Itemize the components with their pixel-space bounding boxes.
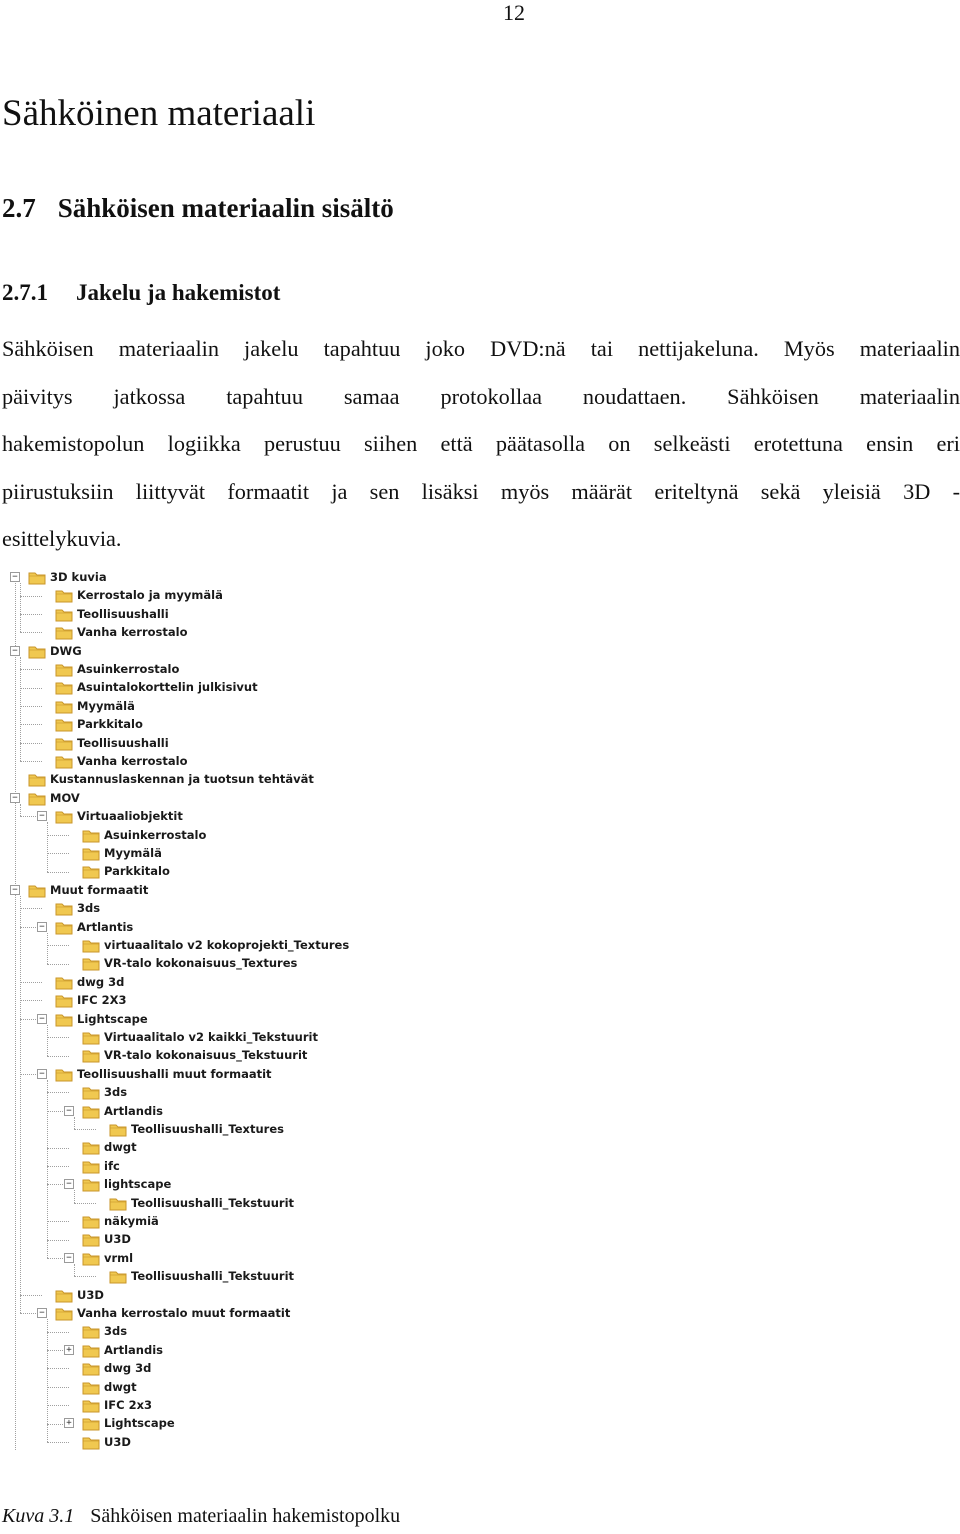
tree-item[interactable] xyxy=(28,642,82,660)
tree-guide-line xyxy=(47,945,69,946)
tree-item-label: dwg 3d xyxy=(104,1361,152,1376)
tree-guide-line xyxy=(20,688,42,689)
collapse-icon[interactable]: − xyxy=(64,1106,74,1116)
tree-item-label: Asuintalokorttelin julkisivut xyxy=(77,680,258,695)
tree-item[interactable] xyxy=(28,789,80,807)
expand-icon[interactable]: + xyxy=(64,1418,74,1428)
tree-item[interactable] xyxy=(109,1120,284,1138)
tree-item[interactable] xyxy=(82,1341,163,1359)
tree-guide-line xyxy=(47,1442,69,1443)
folder-icon xyxy=(82,846,100,860)
tree-item-label: Artlandis xyxy=(104,1103,163,1118)
subsection-number: 2.7.1 xyxy=(2,280,48,305)
tree-item[interactable] xyxy=(55,678,258,696)
tree-guide-line xyxy=(20,657,21,761)
tree-item-label: 3D kuvia xyxy=(50,570,107,584)
tree-item-label: vrml xyxy=(104,1250,134,1265)
tree-guide-line xyxy=(20,724,42,725)
paragraph-line: hakemistopolun logiikka perustuu siihen että päätasolla on selkeästi erotettuna ensin eri xyxy=(2,431,960,456)
collapse-icon[interactable]: − xyxy=(10,572,20,582)
tree-guide-line xyxy=(20,614,42,615)
tree-guide-line xyxy=(20,982,42,983)
tree-item[interactable] xyxy=(55,899,100,917)
folder-icon xyxy=(55,975,73,989)
tree-guide-line xyxy=(20,1295,42,1296)
tree-item[interactable] xyxy=(28,770,314,788)
tree-item[interactable] xyxy=(55,1065,272,1083)
folder-icon xyxy=(55,680,73,694)
tree-guide-line xyxy=(47,1221,69,1222)
tree-item-label: DWG xyxy=(50,643,82,658)
folder-icon xyxy=(82,1251,100,1265)
subsection-title: Jakelu ja hakemistot xyxy=(76,280,281,305)
tree-guide-line xyxy=(47,1092,69,1093)
tree-item[interactable] xyxy=(82,1212,159,1230)
folder-icon xyxy=(28,644,46,658)
folder-icon xyxy=(28,883,46,897)
tree-item[interactable] xyxy=(82,1414,175,1432)
tree-guide-line xyxy=(47,835,69,836)
tree-guide-line xyxy=(47,872,69,873)
expand-icon[interactable]: + xyxy=(64,1345,74,1355)
tree-item[interactable] xyxy=(82,1378,137,1396)
tree-guide-line xyxy=(15,577,16,1450)
tree-item-label: Teollisuushalli xyxy=(77,606,169,621)
folder-icon xyxy=(55,1288,73,1302)
folder-icon xyxy=(82,1361,100,1375)
tree-item-label: Teollisuushalli muut formaatit xyxy=(77,1066,272,1081)
folder-icon xyxy=(82,1416,100,1430)
body-paragraph xyxy=(2,325,960,563)
folder-icon xyxy=(55,717,73,731)
tree-item[interactable] xyxy=(55,734,169,752)
tree-guide-line xyxy=(20,706,42,707)
collapse-icon[interactable]: − xyxy=(64,1179,74,1189)
collapse-icon[interactable]: − xyxy=(10,793,20,803)
tree-item[interactable] xyxy=(28,881,148,899)
tree-item[interactable] xyxy=(82,862,170,880)
tree-item[interactable] xyxy=(109,1194,294,1212)
folder-icon xyxy=(82,1030,100,1044)
tree-item-label: U3D xyxy=(77,1287,104,1302)
tree-item[interactable] xyxy=(55,697,135,715)
tree-item-label: Teollisuushalli_Tekstuurit xyxy=(131,1269,295,1284)
tree-item-label: 3ds xyxy=(104,1324,128,1339)
folder-tree-screenshot xyxy=(6,567,452,1451)
tree-guide-line xyxy=(20,583,21,632)
tree-guide-line xyxy=(74,1129,96,1130)
tree-item-label: U3D xyxy=(104,1434,131,1449)
folder-icon xyxy=(109,1122,127,1136)
folder-icon xyxy=(55,699,73,713)
tree-guide-line xyxy=(20,1000,42,1001)
collapse-icon[interactable]: − xyxy=(37,922,47,932)
tree-item-label: IFC 2x3 xyxy=(104,1398,152,1412)
tree-item[interactable] xyxy=(55,807,183,825)
collapse-icon[interactable]: − xyxy=(10,646,20,656)
tree-item[interactable] xyxy=(82,1230,131,1248)
collapse-icon[interactable]: − xyxy=(37,811,47,821)
folder-icon xyxy=(82,1398,100,1412)
tree-guide-line xyxy=(47,1240,69,1241)
tree-item[interactable] xyxy=(82,954,297,972)
tree-item[interactable] xyxy=(82,1046,307,1064)
tree-guide-line xyxy=(47,1025,48,1056)
tree-guide-line xyxy=(47,1332,69,1333)
folder-icon xyxy=(109,1196,127,1210)
tree-item-label: Artlandis xyxy=(104,1342,163,1357)
caption-text: Sähköisen materiaalin hakemistopolku xyxy=(90,1505,401,1527)
tree-item-label: Virtuaaliobjektit xyxy=(77,809,183,824)
tree-item-label: Teollisuushalli_Textures xyxy=(131,1122,284,1136)
folder-icon xyxy=(82,938,100,952)
tree-item-label: näkymiä xyxy=(104,1214,159,1228)
tree-item-label: ifc xyxy=(104,1158,120,1173)
tree-item-label: Lightscape xyxy=(77,1011,148,1026)
tree-guide-line xyxy=(47,1387,69,1388)
tree-item-label: Parkkitalo xyxy=(77,717,143,732)
folder-icon xyxy=(55,809,73,823)
tree-item[interactable] xyxy=(55,752,188,770)
tree-guide-line xyxy=(47,822,48,871)
tree-item-label: Parkkitalo xyxy=(104,864,170,879)
folder-icon xyxy=(109,1269,127,1283)
tree-item[interactable] xyxy=(82,1322,127,1340)
folder-icon xyxy=(55,920,73,934)
tree-item[interactable] xyxy=(82,1157,120,1175)
folder-icon xyxy=(82,864,100,878)
tree-item-label: Teollisuushalli xyxy=(77,735,169,750)
tree-item-label: VR-talo kokonaisuus_Tekstuurit xyxy=(104,1048,308,1063)
tree-item-label: MOV xyxy=(50,790,80,805)
folder-icon xyxy=(82,1177,100,1191)
tree-item-label: Myymälä xyxy=(104,846,162,860)
folder-icon xyxy=(82,1214,100,1228)
tree-item-label: Muut formaatit xyxy=(50,882,149,897)
caption-label: Kuva 3.1 xyxy=(2,1505,75,1527)
tree-item[interactable] xyxy=(55,660,179,678)
tree-item-label: Virtuaalitalo v2 kaikki_Tekstuurit xyxy=(104,1030,318,1044)
tree-guide-line xyxy=(20,896,21,1313)
tree-item-label: Asuinkerrostalo xyxy=(104,827,207,842)
tree-item[interactable] xyxy=(55,918,133,936)
tree-guide-line xyxy=(20,761,42,762)
collapse-icon[interactable]: − xyxy=(37,1014,47,1024)
folder-icon xyxy=(28,772,46,786)
tree-guide-line xyxy=(47,1405,69,1406)
tree-guide-line xyxy=(20,596,42,597)
folder-icon xyxy=(82,1435,100,1449)
folder-icon xyxy=(82,1104,100,1118)
folder-icon xyxy=(82,1159,100,1173)
tree-item[interactable] xyxy=(82,826,206,844)
tree-item-label: dwg 3d xyxy=(77,974,125,989)
tree-guide-line xyxy=(47,853,69,854)
tree-item[interactable] xyxy=(82,1102,163,1120)
tree-item[interactable] xyxy=(55,1010,148,1028)
section-title: Sähköisen materiaalin sisältö xyxy=(57,193,394,223)
tree-item[interactable] xyxy=(82,1083,127,1101)
folder-icon xyxy=(55,1306,73,1320)
folder-icon xyxy=(55,901,73,915)
folder-icon xyxy=(55,993,73,1007)
tree-item-label: Vanha kerrostalo muut formaatit xyxy=(77,1306,291,1320)
tree-item-label: virtuaalitalo v2 kokoprojekti_Textures xyxy=(104,938,350,952)
paragraph-line: piirustuksiin liittyvät formaatit ja sen lisäksi myös määrät eriteltynä sekä yleisiä 3D - xyxy=(2,478,960,504)
tree-item[interactable] xyxy=(82,1028,318,1046)
tree-item-label: dwgt xyxy=(104,1140,137,1155)
tree-guide-line xyxy=(47,1368,69,1369)
tree-guide-line xyxy=(47,933,48,964)
tree-item[interactable] xyxy=(109,1267,294,1285)
tree-item-label: Teollisuushalli_Tekstuurit xyxy=(131,1195,295,1210)
section-number: 2.7 xyxy=(2,193,36,223)
tree-item[interactable] xyxy=(55,973,124,991)
tree-item-label: Vanha kerrostalo xyxy=(77,754,188,768)
paragraph-line: esittelykuvia. xyxy=(2,526,122,551)
tree-item-label: 3ds xyxy=(104,1085,128,1100)
tree-item-label: Kerrostalo ja myymälä xyxy=(77,588,223,603)
tree-item-label: 3ds xyxy=(77,901,101,916)
tree-item[interactable] xyxy=(82,1359,151,1377)
tree-guide-line xyxy=(47,1080,48,1258)
collapse-icon[interactable]: − xyxy=(37,1308,47,1318)
tree-item[interactable] xyxy=(55,623,188,641)
tree-guide-line xyxy=(47,1166,69,1167)
tree-item-label: Asuinkerrostalo xyxy=(77,662,180,676)
tree-item[interactable] xyxy=(55,586,223,604)
tree-item-label: Lightscape xyxy=(104,1416,175,1431)
subsection-heading xyxy=(2,280,280,306)
tree-item-label: Artlantis xyxy=(77,919,134,934)
tree-guide-line xyxy=(47,1056,69,1057)
tree-guide-line xyxy=(20,669,42,670)
tree-guide-line xyxy=(47,1148,69,1149)
tree-guide-line xyxy=(20,632,42,633)
folder-icon xyxy=(55,607,73,621)
tree-item-label: IFC 2X3 xyxy=(77,993,127,1008)
folder-icon xyxy=(82,1048,100,1062)
page-title: Sähköinen materiaali xyxy=(2,93,316,134)
folder-icon xyxy=(82,828,100,842)
folder-icon xyxy=(55,1012,73,1026)
tree-item[interactable] xyxy=(55,1304,290,1322)
tree-guide-line xyxy=(20,743,42,744)
tree-item[interactable] xyxy=(82,844,162,862)
tree-item[interactable] xyxy=(82,1138,137,1156)
tree-guide-line xyxy=(74,1264,75,1276)
tree-item-label: Vanha kerrostalo xyxy=(77,625,188,640)
tree-guide-line xyxy=(20,908,42,909)
collapse-icon[interactable]: − xyxy=(37,1069,47,1079)
tree-guide-line xyxy=(20,804,21,816)
tree-item[interactable] xyxy=(55,715,143,733)
tree-guide-line xyxy=(74,1203,96,1204)
folder-icon xyxy=(55,754,73,768)
folder-icon xyxy=(82,1232,100,1246)
tree-item[interactable] xyxy=(82,1175,171,1193)
folder-icon xyxy=(82,1140,100,1154)
collapse-icon[interactable]: − xyxy=(64,1253,74,1263)
tree-item[interactable] xyxy=(55,605,169,623)
folder-icon xyxy=(82,1380,100,1394)
figure-caption xyxy=(2,1505,400,1528)
tree-guide-line xyxy=(47,1037,69,1038)
folder-icon xyxy=(82,1085,100,1099)
tree-guide-line xyxy=(74,1190,75,1202)
tree-item-label: Kustannuslaskennan ja tuotsun tehtävät xyxy=(50,772,314,787)
tree-item[interactable] xyxy=(55,1286,104,1304)
paragraph-line: päivitys jatkossa tapahtuu samaa protokollaa noudattaen. Sähköisen materiaalin xyxy=(2,383,960,409)
section-heading xyxy=(2,193,394,224)
folder-icon xyxy=(55,1067,73,1081)
folder-icon xyxy=(82,1324,100,1338)
page-number: 12 xyxy=(503,0,525,25)
tree-item-label: lightscape xyxy=(104,1177,172,1192)
tree-item-label: dwgt xyxy=(104,1379,137,1394)
tree-item[interactable] xyxy=(55,991,126,1009)
folder-icon xyxy=(55,588,73,602)
tree-item-label: U3D xyxy=(104,1232,131,1247)
folder-icon xyxy=(82,956,100,970)
tree-item[interactable] xyxy=(82,1249,133,1267)
tree-item[interactable] xyxy=(28,568,107,586)
collapse-icon[interactable]: − xyxy=(10,885,20,895)
folder-icon xyxy=(28,791,46,805)
tree-guide-line xyxy=(74,1276,96,1277)
tree-item-label: Myymälä xyxy=(77,698,135,713)
folder-icon xyxy=(28,570,46,584)
folder-icon xyxy=(82,1343,100,1357)
tree-item-label: VR-talo kokonaisuus_Textures xyxy=(104,956,298,971)
folder-icon xyxy=(55,662,73,676)
tree-item[interactable] xyxy=(82,936,349,954)
tree-item[interactable] xyxy=(82,1433,131,1451)
paragraph-line: Sähköisen materiaalin jakelu tapahtuu joko DVD:nä tai nettijakeluna. Myös materiaalin xyxy=(2,336,960,361)
folder-icon xyxy=(55,625,73,639)
tree-item[interactable] xyxy=(82,1396,152,1414)
tree-guide-line xyxy=(74,1117,75,1129)
tree-guide-line xyxy=(47,964,69,965)
folder-icon xyxy=(55,736,73,750)
